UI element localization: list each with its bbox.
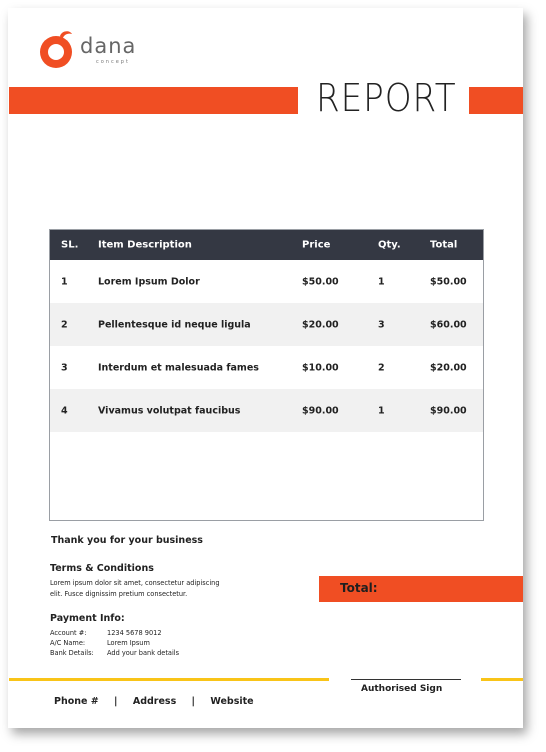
page-title: REPORT <box>316 76 457 120</box>
signature-line <box>351 679 461 680</box>
payment-key: A/C Name: <box>50 639 86 647</box>
cell-qty: 1 <box>378 276 385 287</box>
cell-sl: 4 <box>61 405 68 416</box>
total-label: Total: <box>340 581 378 595</box>
logo <box>38 30 178 70</box>
cell-description: Vivamus volutpat faucibus <box>98 405 241 416</box>
cell-qty: 2 <box>378 362 385 373</box>
cell-description: Pellentesque id neque ligula <box>98 319 251 330</box>
brand-name: dana <box>80 34 137 58</box>
payment-key: Bank Details: <box>50 649 94 657</box>
payment-value: Add your bank details <box>107 649 180 657</box>
cell-price: $20.00 <box>302 319 339 330</box>
header-accent-bar-right <box>469 87 523 114</box>
cell-qty: 3 <box>378 319 385 330</box>
table-row <box>50 389 483 432</box>
cell-price: $90.00 <box>302 405 339 416</box>
table-row <box>50 346 483 389</box>
signature-label: Authorised Sign <box>361 684 443 694</box>
payment-value: 1234 5678 9012 <box>107 629 162 637</box>
cell-description: Interdum et malesuada fames <box>98 362 259 373</box>
cell-qty: 1 <box>378 405 385 416</box>
thank-you-note: Thank you for your business <box>51 535 203 546</box>
col-header-price: Price <box>302 239 331 251</box>
cell-sl: 3 <box>61 362 68 373</box>
col-header-sl: SL. <box>61 239 79 251</box>
brand-tagline: concept <box>96 59 130 65</box>
col-header-qty: Qty. <box>378 239 401 251</box>
col-header-total: Total <box>430 239 458 251</box>
footer-separator: | <box>191 696 196 707</box>
footer-address[interactable]: Address <box>132 696 177 707</box>
payment-value: Lorem Ipsum <box>107 639 150 647</box>
cell-total: $20.00 <box>430 362 467 373</box>
col-header-description: Item Description <box>98 239 192 251</box>
footer-accent-line-left <box>9 678 329 681</box>
cell-description: Lorem Ipsum Dolor <box>98 276 200 287</box>
cell-sl: 1 <box>61 276 68 287</box>
table-header <box>50 230 483 260</box>
table-row <box>50 260 483 303</box>
cell-total: $50.00 <box>430 276 467 287</box>
footer-separator: | <box>114 696 118 707</box>
payment-key: Account #: <box>50 629 87 637</box>
terms-line: Lorem ipsum dolor sit amet, consectetur adipiscing <box>50 579 220 587</box>
payment-heading: Payment Info: <box>50 613 125 624</box>
footer-phone[interactable]: Phone # <box>54 696 99 707</box>
cell-total: $90.00 <box>430 405 467 416</box>
cell-price: $50.00 <box>302 276 339 287</box>
total-bar <box>319 576 523 602</box>
terms-text <box>50 578 260 600</box>
footer-accent-line-right <box>481 678 523 681</box>
cell-sl: 2 <box>61 319 68 330</box>
footer-website[interactable]: Website <box>210 696 254 707</box>
cell-total: $60.00 <box>430 319 467 330</box>
items-table <box>49 229 484 521</box>
terms-line: elit. Fusce dignissim pretium consectetur. <box>50 590 188 598</box>
terms-heading: Terms & Conditions <box>50 563 154 574</box>
header-accent-bar-left <box>9 87 298 114</box>
logo-mark-icon <box>38 30 74 70</box>
table-row <box>50 303 483 346</box>
footer-contacts <box>54 696 254 707</box>
cell-price: $10.00 <box>302 362 339 373</box>
